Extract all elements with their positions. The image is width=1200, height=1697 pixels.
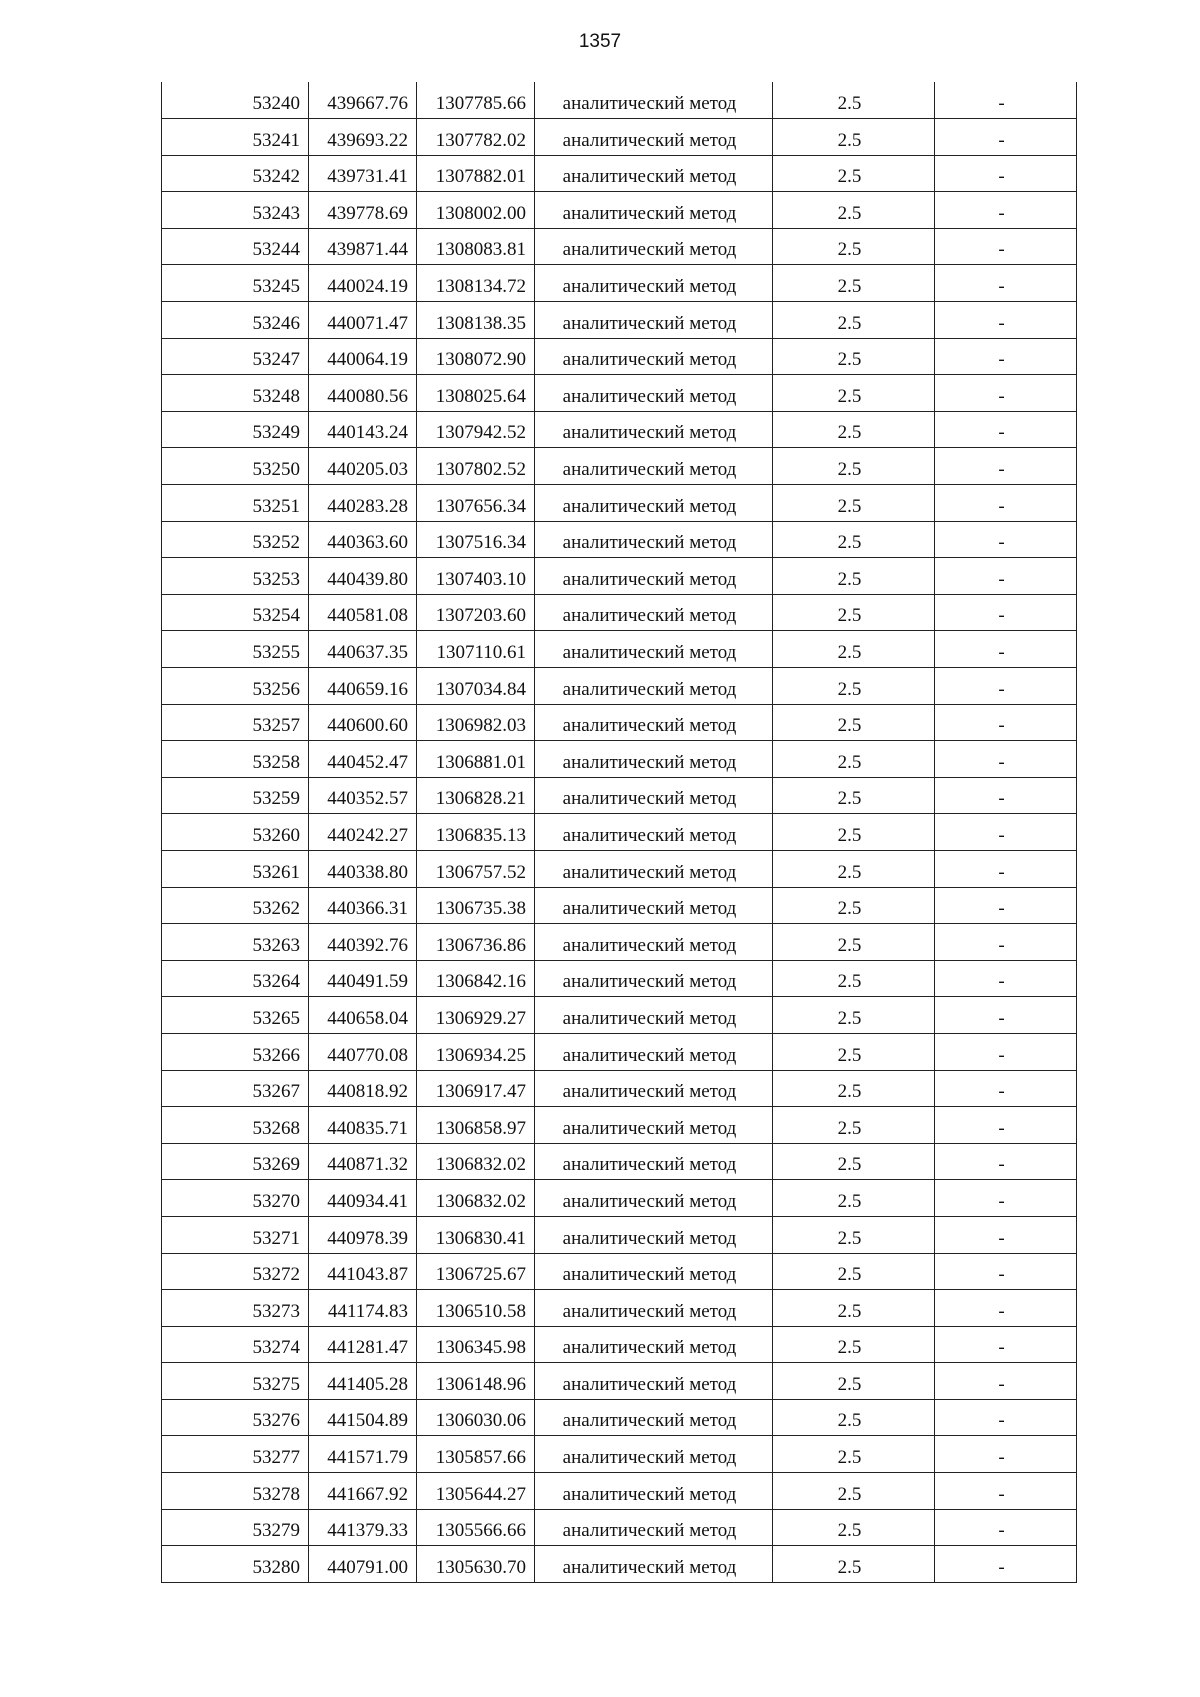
note-cell: - [935, 448, 1077, 485]
x-coordinate-cell: 441571.79 [309, 1436, 417, 1473]
method-cell: аналитический метод [535, 338, 773, 375]
y-coordinate-cell: 1306735.38 [417, 887, 535, 924]
accuracy-cell: 2.5 [773, 741, 935, 778]
y-coordinate-cell: 1306736.86 [417, 924, 535, 961]
note-cell: - [935, 1107, 1077, 1144]
note-cell: - [935, 375, 1077, 412]
accuracy-cell: 2.5 [773, 82, 935, 119]
method-cell: аналитический метод [535, 1180, 773, 1217]
y-coordinate-cell: 1306030.06 [417, 1399, 535, 1436]
y-coordinate-cell: 1308002.00 [417, 192, 535, 229]
method-cell: аналитический метод [535, 741, 773, 778]
method-cell: аналитический метод [535, 411, 773, 448]
note-cell: - [935, 741, 1077, 778]
point-number-cell: 53241 [162, 119, 309, 156]
note-cell: - [935, 997, 1077, 1034]
y-coordinate-cell: 1307203.60 [417, 594, 535, 631]
table-row [162, 265, 1077, 302]
accuracy-cell: 2.5 [773, 411, 935, 448]
x-coordinate-cell: 441174.83 [309, 1290, 417, 1327]
x-coordinate-cell: 440080.56 [309, 375, 417, 412]
point-number-cell: 53247 [162, 338, 309, 375]
x-coordinate-cell: 440491.59 [309, 960, 417, 997]
accuracy-cell: 2.5 [773, 155, 935, 192]
coordinates-table [161, 82, 1077, 1583]
table-row [162, 411, 1077, 448]
table-row [162, 668, 1077, 705]
point-number-cell: 53258 [162, 741, 309, 778]
method-cell: аналитический метод [535, 1070, 773, 1107]
note-cell: - [935, 924, 1077, 961]
y-coordinate-cell: 1306510.58 [417, 1290, 535, 1327]
x-coordinate-cell: 441043.87 [309, 1253, 417, 1290]
point-number-cell: 53264 [162, 960, 309, 997]
table-row [162, 485, 1077, 522]
method-cell: аналитический метод [535, 1290, 773, 1327]
y-coordinate-cell: 1306982.03 [417, 704, 535, 741]
accuracy-cell: 2.5 [773, 1473, 935, 1510]
method-cell: аналитический метод [535, 668, 773, 705]
method-cell: аналитический метод [535, 192, 773, 229]
table-row [162, 1436, 1077, 1473]
point-number-cell: 53252 [162, 521, 309, 558]
x-coordinate-cell: 441405.28 [309, 1363, 417, 1400]
point-number-cell: 53267 [162, 1070, 309, 1107]
point-number-cell: 53262 [162, 887, 309, 924]
point-number-cell: 53279 [162, 1509, 309, 1546]
y-coordinate-cell: 1306832.02 [417, 1180, 535, 1217]
method-cell: аналитический метод [535, 82, 773, 119]
point-number-cell: 53275 [162, 1363, 309, 1400]
x-coordinate-cell: 441504.89 [309, 1399, 417, 1436]
method-cell: аналитический метод [535, 375, 773, 412]
note-cell: - [935, 82, 1077, 119]
table-row [162, 997, 1077, 1034]
note-cell: - [935, 814, 1077, 851]
table-row [162, 704, 1077, 741]
x-coordinate-cell: 440143.24 [309, 411, 417, 448]
accuracy-cell: 2.5 [773, 704, 935, 741]
accuracy-cell: 2.5 [773, 1436, 935, 1473]
table-row [162, 1290, 1077, 1327]
note-cell: - [935, 1546, 1077, 1583]
y-coordinate-cell: 1306934.25 [417, 1033, 535, 1070]
y-coordinate-cell: 1306148.96 [417, 1363, 535, 1400]
method-cell: аналитический метод [535, 302, 773, 339]
accuracy-cell: 2.5 [773, 192, 935, 229]
x-coordinate-cell: 440452.47 [309, 741, 417, 778]
table-row [162, 1546, 1077, 1583]
note-cell: - [935, 594, 1077, 631]
point-number-cell: 53278 [162, 1473, 309, 1510]
point-number-cell: 53246 [162, 302, 309, 339]
point-number-cell: 53263 [162, 924, 309, 961]
y-coordinate-cell: 1307942.52 [417, 411, 535, 448]
method-cell: аналитический метод [535, 631, 773, 668]
table-row [162, 850, 1077, 887]
x-coordinate-cell: 440439.80 [309, 558, 417, 595]
x-coordinate-cell: 440392.76 [309, 924, 417, 961]
point-number-cell: 53259 [162, 777, 309, 814]
table-row [162, 375, 1077, 412]
accuracy-cell: 2.5 [773, 924, 935, 961]
point-number-cell: 53270 [162, 1180, 309, 1217]
point-number-cell: 53254 [162, 594, 309, 631]
table-row [162, 558, 1077, 595]
note-cell: - [935, 485, 1077, 522]
y-coordinate-cell: 1307785.66 [417, 82, 535, 119]
method-cell: аналитический метод [535, 155, 773, 192]
x-coordinate-cell: 440871.32 [309, 1143, 417, 1180]
note-cell: - [935, 1143, 1077, 1180]
method-cell: аналитический метод [535, 558, 773, 595]
method-cell: аналитический метод [535, 265, 773, 302]
method-cell: аналитический метод [535, 887, 773, 924]
accuracy-cell: 2.5 [773, 338, 935, 375]
point-number-cell: 53266 [162, 1033, 309, 1070]
x-coordinate-cell: 440818.92 [309, 1070, 417, 1107]
note-cell: - [935, 338, 1077, 375]
y-coordinate-cell: 1306757.52 [417, 850, 535, 887]
point-number-cell: 53257 [162, 704, 309, 741]
note-cell: - [935, 119, 1077, 156]
y-coordinate-cell: 1306835.13 [417, 814, 535, 851]
y-coordinate-cell: 1307882.01 [417, 155, 535, 192]
note-cell: - [935, 1180, 1077, 1217]
note-cell: - [935, 1436, 1077, 1473]
accuracy-cell: 2.5 [773, 1033, 935, 1070]
table-row [162, 631, 1077, 668]
method-cell: аналитический метод [535, 704, 773, 741]
accuracy-cell: 2.5 [773, 1180, 935, 1217]
note-cell: - [935, 1070, 1077, 1107]
y-coordinate-cell: 1305644.27 [417, 1473, 535, 1510]
y-coordinate-cell: 1307782.02 [417, 119, 535, 156]
accuracy-cell: 2.5 [773, 1253, 935, 1290]
table-row [162, 594, 1077, 631]
note-cell: - [935, 960, 1077, 997]
note-cell: - [935, 192, 1077, 229]
accuracy-cell: 2.5 [773, 1216, 935, 1253]
x-coordinate-cell: 439667.76 [309, 82, 417, 119]
accuracy-cell: 2.5 [773, 1363, 935, 1400]
accuracy-cell: 2.5 [773, 485, 935, 522]
x-coordinate-cell: 440242.27 [309, 814, 417, 851]
method-cell: аналитический метод [535, 924, 773, 961]
accuracy-cell: 2.5 [773, 228, 935, 265]
x-coordinate-cell: 440637.35 [309, 631, 417, 668]
x-coordinate-cell: 440363.60 [309, 521, 417, 558]
method-cell: аналитический метод [535, 1143, 773, 1180]
note-cell: - [935, 155, 1077, 192]
point-number-cell: 53261 [162, 850, 309, 887]
method-cell: аналитический метод [535, 1033, 773, 1070]
x-coordinate-cell: 441281.47 [309, 1326, 417, 1363]
table-row [162, 777, 1077, 814]
note-cell: - [935, 1399, 1077, 1436]
note-cell: - [935, 265, 1077, 302]
method-cell: аналитический метод [535, 1253, 773, 1290]
y-coordinate-cell: 1306725.67 [417, 1253, 535, 1290]
note-cell: - [935, 1253, 1077, 1290]
note-cell: - [935, 850, 1077, 887]
point-number-cell: 53240 [162, 82, 309, 119]
table-row [162, 82, 1077, 119]
method-cell: аналитический метод [535, 521, 773, 558]
point-number-cell: 53242 [162, 155, 309, 192]
point-number-cell: 53253 [162, 558, 309, 595]
note-cell: - [935, 1509, 1077, 1546]
x-coordinate-cell: 440071.47 [309, 302, 417, 339]
x-coordinate-cell: 439731.41 [309, 155, 417, 192]
x-coordinate-cell: 440770.08 [309, 1033, 417, 1070]
method-cell: аналитический метод [535, 1326, 773, 1363]
table-row [162, 1070, 1077, 1107]
note-cell: - [935, 411, 1077, 448]
note-cell: - [935, 558, 1077, 595]
note-cell: - [935, 1033, 1077, 1070]
point-number-cell: 53271 [162, 1216, 309, 1253]
table-row [162, 1473, 1077, 1510]
table-row [162, 1180, 1077, 1217]
method-cell: аналитический метод [535, 1107, 773, 1144]
accuracy-cell: 2.5 [773, 887, 935, 924]
point-number-cell: 53273 [162, 1290, 309, 1327]
note-cell: - [935, 1290, 1077, 1327]
method-cell: аналитический метод [535, 814, 773, 851]
y-coordinate-cell: 1306881.01 [417, 741, 535, 778]
y-coordinate-cell: 1308025.64 [417, 375, 535, 412]
x-coordinate-cell: 440934.41 [309, 1180, 417, 1217]
point-number-cell: 53265 [162, 997, 309, 1034]
method-cell: аналитический метод [535, 485, 773, 522]
y-coordinate-cell: 1305630.70 [417, 1546, 535, 1583]
y-coordinate-cell: 1307034.84 [417, 668, 535, 705]
y-coordinate-cell: 1308138.35 [417, 302, 535, 339]
table-row [162, 1509, 1077, 1546]
table-row [162, 960, 1077, 997]
page-number: 1357 [578, 31, 622, 52]
point-number-cell: 53272 [162, 1253, 309, 1290]
x-coordinate-cell: 439871.44 [309, 228, 417, 265]
coordinates-table-body [162, 82, 1077, 1582]
x-coordinate-cell: 440024.19 [309, 265, 417, 302]
table-row [162, 192, 1077, 229]
x-coordinate-cell: 439693.22 [309, 119, 417, 156]
accuracy-cell: 2.5 [773, 558, 935, 595]
x-coordinate-cell: 440659.16 [309, 668, 417, 705]
note-cell: - [935, 668, 1077, 705]
point-number-cell: 53269 [162, 1143, 309, 1180]
y-coordinate-cell: 1308134.72 [417, 265, 535, 302]
y-coordinate-cell: 1306830.41 [417, 1216, 535, 1253]
table-row [162, 119, 1077, 156]
x-coordinate-cell: 441667.92 [309, 1473, 417, 1510]
accuracy-cell: 2.5 [773, 1399, 935, 1436]
y-coordinate-cell: 1308083.81 [417, 228, 535, 265]
point-number-cell: 53280 [162, 1546, 309, 1583]
y-coordinate-cell: 1307802.52 [417, 448, 535, 485]
table-row [162, 1216, 1077, 1253]
accuracy-cell: 2.5 [773, 375, 935, 412]
accuracy-cell: 2.5 [773, 119, 935, 156]
accuracy-cell: 2.5 [773, 814, 935, 851]
x-coordinate-cell: 440338.80 [309, 850, 417, 887]
note-cell: - [935, 777, 1077, 814]
accuracy-cell: 2.5 [773, 997, 935, 1034]
table-row [162, 338, 1077, 375]
method-cell: аналитический метод [535, 1546, 773, 1583]
note-cell: - [935, 1326, 1077, 1363]
y-coordinate-cell: 1307656.34 [417, 485, 535, 522]
point-number-cell: 53251 [162, 485, 309, 522]
note-cell: - [935, 1216, 1077, 1253]
table-row [162, 1363, 1077, 1400]
note-cell: - [935, 1473, 1077, 1510]
accuracy-cell: 2.5 [773, 1546, 935, 1583]
y-coordinate-cell: 1307403.10 [417, 558, 535, 595]
x-coordinate-cell: 440581.08 [309, 594, 417, 631]
x-coordinate-cell: 440835.71 [309, 1107, 417, 1144]
y-coordinate-cell: 1307516.34 [417, 521, 535, 558]
accuracy-cell: 2.5 [773, 448, 935, 485]
point-number-cell: 53256 [162, 668, 309, 705]
x-coordinate-cell: 439778.69 [309, 192, 417, 229]
y-coordinate-cell: 1306842.16 [417, 960, 535, 997]
x-coordinate-cell: 440978.39 [309, 1216, 417, 1253]
y-coordinate-cell: 1305857.66 [417, 1436, 535, 1473]
note-cell: - [935, 228, 1077, 265]
point-number-cell: 53248 [162, 375, 309, 412]
y-coordinate-cell: 1307110.61 [417, 631, 535, 668]
table-row [162, 1107, 1077, 1144]
x-coordinate-cell: 440283.28 [309, 485, 417, 522]
point-number-cell: 53249 [162, 411, 309, 448]
x-coordinate-cell: 440352.57 [309, 777, 417, 814]
point-number-cell: 53277 [162, 1436, 309, 1473]
y-coordinate-cell: 1306832.02 [417, 1143, 535, 1180]
note-cell: - [935, 704, 1077, 741]
y-coordinate-cell: 1305566.66 [417, 1509, 535, 1546]
point-number-cell: 53255 [162, 631, 309, 668]
accuracy-cell: 2.5 [773, 850, 935, 887]
table-row [162, 887, 1077, 924]
accuracy-cell: 2.5 [773, 1107, 935, 1144]
note-cell: - [935, 521, 1077, 558]
method-cell: аналитический метод [535, 1399, 773, 1436]
y-coordinate-cell: 1306828.21 [417, 777, 535, 814]
method-cell: аналитический метод [535, 1473, 773, 1510]
method-cell: аналитический метод [535, 119, 773, 156]
method-cell: аналитический метод [535, 228, 773, 265]
table-row [162, 924, 1077, 961]
accuracy-cell: 2.5 [773, 777, 935, 814]
method-cell: аналитический метод [535, 1216, 773, 1253]
method-cell: аналитический метод [535, 1509, 773, 1546]
note-cell: - [935, 302, 1077, 339]
x-coordinate-cell: 440658.04 [309, 997, 417, 1034]
method-cell: аналитический метод [535, 1436, 773, 1473]
x-coordinate-cell: 440366.31 [309, 887, 417, 924]
method-cell: аналитический метод [535, 1363, 773, 1400]
method-cell: аналитический метод [535, 960, 773, 997]
table-row [162, 228, 1077, 265]
y-coordinate-cell: 1306917.47 [417, 1070, 535, 1107]
x-coordinate-cell: 441379.33 [309, 1509, 417, 1546]
table-row [162, 448, 1077, 485]
table-row [162, 302, 1077, 339]
x-coordinate-cell: 440600.60 [309, 704, 417, 741]
point-number-cell: 53250 [162, 448, 309, 485]
table-row [162, 521, 1077, 558]
point-number-cell: 53244 [162, 228, 309, 265]
point-number-cell: 53245 [162, 265, 309, 302]
method-cell: аналитический метод [535, 448, 773, 485]
accuracy-cell: 2.5 [773, 521, 935, 558]
note-cell: - [935, 1363, 1077, 1400]
point-number-cell: 53243 [162, 192, 309, 229]
table-row [162, 1143, 1077, 1180]
accuracy-cell: 2.5 [773, 668, 935, 705]
table-row [162, 155, 1077, 192]
table-row [162, 814, 1077, 851]
accuracy-cell: 2.5 [773, 1290, 935, 1327]
y-coordinate-cell: 1306858.97 [417, 1107, 535, 1144]
method-cell: аналитический метод [535, 850, 773, 887]
table-row [162, 1033, 1077, 1070]
table-row [162, 1326, 1077, 1363]
y-coordinate-cell: 1306345.98 [417, 1326, 535, 1363]
y-coordinate-cell: 1308072.90 [417, 338, 535, 375]
note-cell: - [935, 631, 1077, 668]
method-cell: аналитический метод [535, 777, 773, 814]
table-row [162, 1253, 1077, 1290]
table-row [162, 1399, 1077, 1436]
method-cell: аналитический метод [535, 997, 773, 1034]
table-row [162, 741, 1077, 778]
accuracy-cell: 2.5 [773, 1143, 935, 1180]
accuracy-cell: 2.5 [773, 594, 935, 631]
accuracy-cell: 2.5 [773, 1070, 935, 1107]
accuracy-cell: 2.5 [773, 631, 935, 668]
x-coordinate-cell: 440791.00 [309, 1546, 417, 1583]
point-number-cell: 53276 [162, 1399, 309, 1436]
x-coordinate-cell: 440205.03 [309, 448, 417, 485]
point-number-cell: 53274 [162, 1326, 309, 1363]
x-coordinate-cell: 440064.19 [309, 338, 417, 375]
method-cell: аналитический метод [535, 594, 773, 631]
accuracy-cell: 2.5 [773, 302, 935, 339]
point-number-cell: 53268 [162, 1107, 309, 1144]
y-coordinate-cell: 1306929.27 [417, 997, 535, 1034]
accuracy-cell: 2.5 [773, 960, 935, 997]
accuracy-cell: 2.5 [773, 1509, 935, 1546]
note-cell: - [935, 887, 1077, 924]
accuracy-cell: 2.5 [773, 1326, 935, 1363]
point-number-cell: 53260 [162, 814, 309, 851]
accuracy-cell: 2.5 [773, 265, 935, 302]
